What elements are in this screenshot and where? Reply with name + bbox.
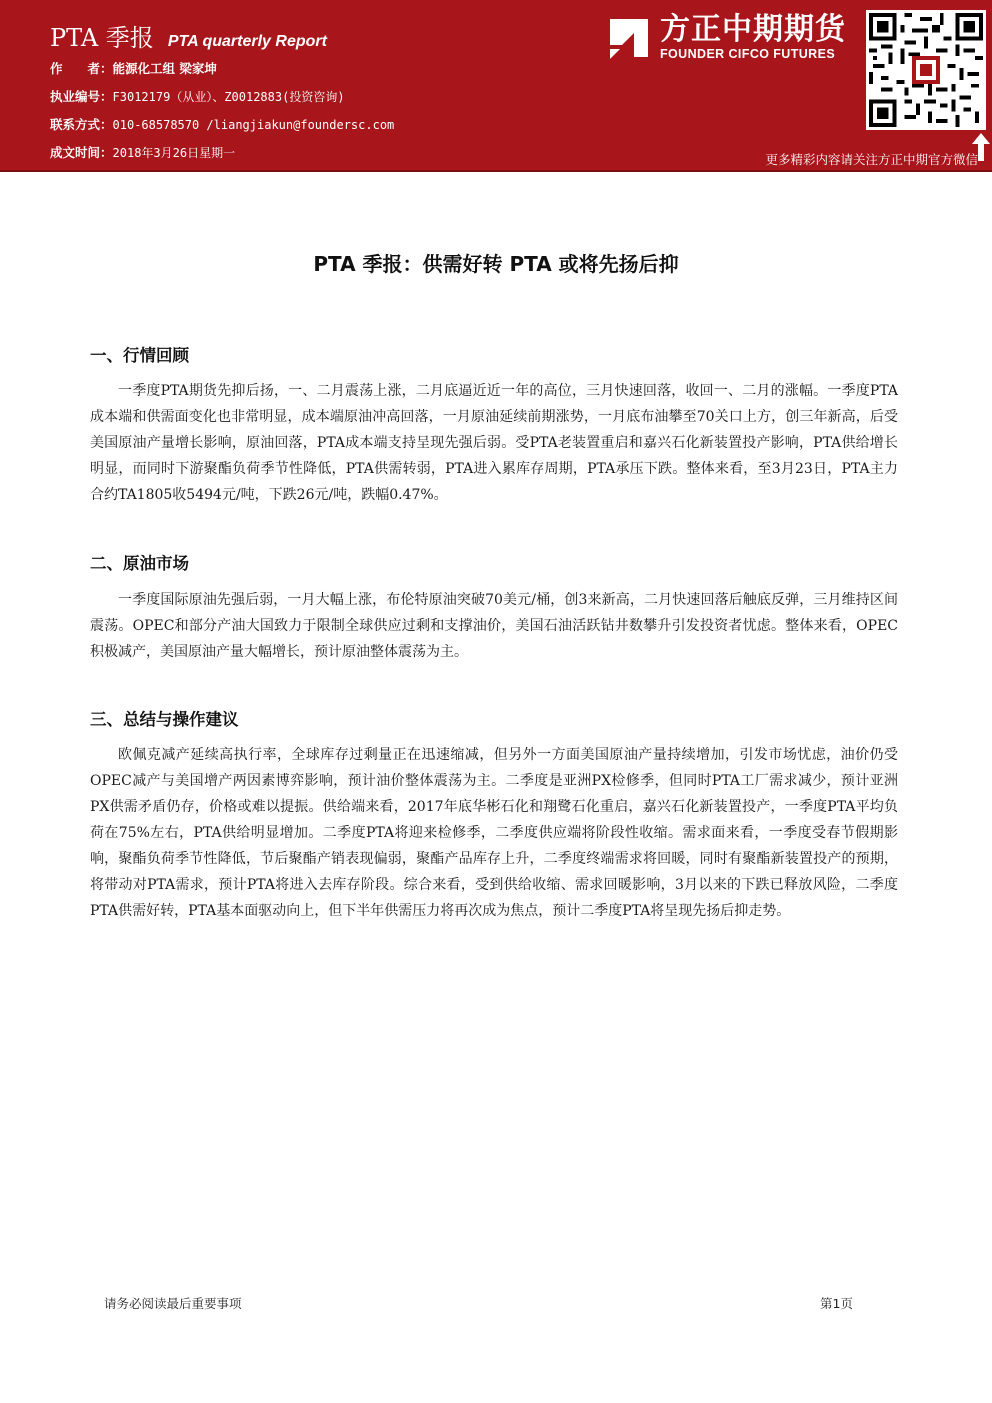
report-type	[50, 18, 327, 53]
contact-row	[50, 118, 394, 146]
report-type-en: PTA quarterly Report	[167, 33, 327, 50]
section-body-summary: 欧佩克减产延续高执行率，全球库存过剩量正在迅速缩减，但另外一方面美国原油产量持续增加，引发市场忧虑，油价仍受OPEC减产与美国增产两因素博弈影响，预计油价整体震荡为主。二季度是亚洲PX检修季，但同时PTA工厂需求减少，预计亚洲PX供需矛盾仍存，价格或难以提振。供给端来看，2017年底华彬石化和翔鹭石化重启，嘉兴石化新装置投产，一季度PTA平均负荷在75%左右，PTA供给明显增加。二季度PTA将迎来检修季，二季度供应端将阶段性收缩。需求面来看，一季度受春节假期影响，聚酯负荷季节性降低，节后聚酯产销表现偏弱，聚酯产品库存上升，二季度终端需求将回暖，同时有聚酯新装置投产的预期，将带动对PTA需求，预计PTA将进入去库存阶段。综合来看，受到供给收缩、需求回暖影响，3月以来的下跌已释放风险，二季度PTA供需好转，PTA基本面驱动向上，但下半年供需压力将再次成为焦点，预计二季度PTA将呈现先扬后抑走势。	[90, 747, 898, 919]
contact-label: 联系方式：	[50, 117, 113, 132]
report-type-cn: PTA 季报	[50, 24, 154, 52]
report-header	[0, 0, 992, 170]
author-value: 能源化工组 梁家坤	[112, 61, 217, 76]
wechat-follow-note: 更多精彩内容请关注方正中期官方微信	[765, 152, 978, 167]
author-label: 作 者：	[50, 61, 113, 76]
author-info	[50, 62, 394, 174]
date-label: 成文时间：	[50, 145, 113, 160]
logo-en: FOUNDER CIFCO FUTURES	[660, 47, 836, 61]
contact-value[interactable]: 010-68578570 /liangjiakun@foundersc.com	[112, 118, 395, 132]
logo-text	[660, 14, 846, 62]
company-logo	[604, 14, 846, 62]
license-value: F3012179（从业）、Z0012883(投资咨询)	[112, 90, 345, 104]
logo-mark-icon	[604, 15, 654, 61]
license-label: 执业编号：	[50, 89, 113, 104]
header-divider	[0, 170, 992, 172]
logo-cn: 方正中期期货	[660, 12, 846, 47]
footer-disclaimer: 请务必阅读最后重要事项	[104, 1296, 242, 1311]
section-heading-market-review: 一、行情回顾	[90, 346, 189, 365]
wechat-qr-code	[866, 10, 986, 130]
section-heading-summary: 三、总结与操作建议	[90, 710, 239, 729]
section-body-crude-oil: 一季度国际原油先强后弱，一月大幅上涨，布伦特原油突破70美元/桶，创3来新高，二月快速回落后触底反弹，三月维持区间震荡。OPEC和部分产油大国致力于限制全球供应过剩和支撑油价，美国石油活跃钻井数攀升引发投资者忧虑。整体来看，OPEC积极减产，美国原油产量大幅增长，预计原油整体震荡为主。	[90, 592, 898, 660]
date-value: 2018年3月26日星期一	[112, 146, 236, 160]
license-row	[50, 90, 394, 118]
page-number: 第1页	[820, 1296, 853, 1311]
qr-code-icon	[869, 13, 983, 127]
section-heading-crude-oil: 二、原油市场	[90, 554, 189, 573]
document-title: PTA 季报：供需好转 PTA 或将先扬后抑	[313, 252, 679, 276]
author-row	[50, 62, 394, 90]
section-body-market-review: 一季度PTA期货先抑后扬，一、二月震荡上涨，二月底逼近近一年的高位，三月快速回落，收回一、二月的涨幅。一季度PTA成本端和供需面变化也非常明显，成本端原油冲高回落，一月原油延续前期涨势，一月底布油攀至70关口上方，创三年新高，后受美国原油产量增长影响，原油回落，PTA成本端支持呈现先强后弱。受PTA老装置重启和嘉兴石化新装置投产影响，PTA供给增长明显，而同时下游聚酯负荷季节性降低，PTA供需转弱，PTA进入累库存周期，PTA承压下跌。整体来看，至3月23日，PTA主力合约TA1805收5494元/吨，下跌26元/吨，跌幅0.47%。	[90, 383, 898, 503]
